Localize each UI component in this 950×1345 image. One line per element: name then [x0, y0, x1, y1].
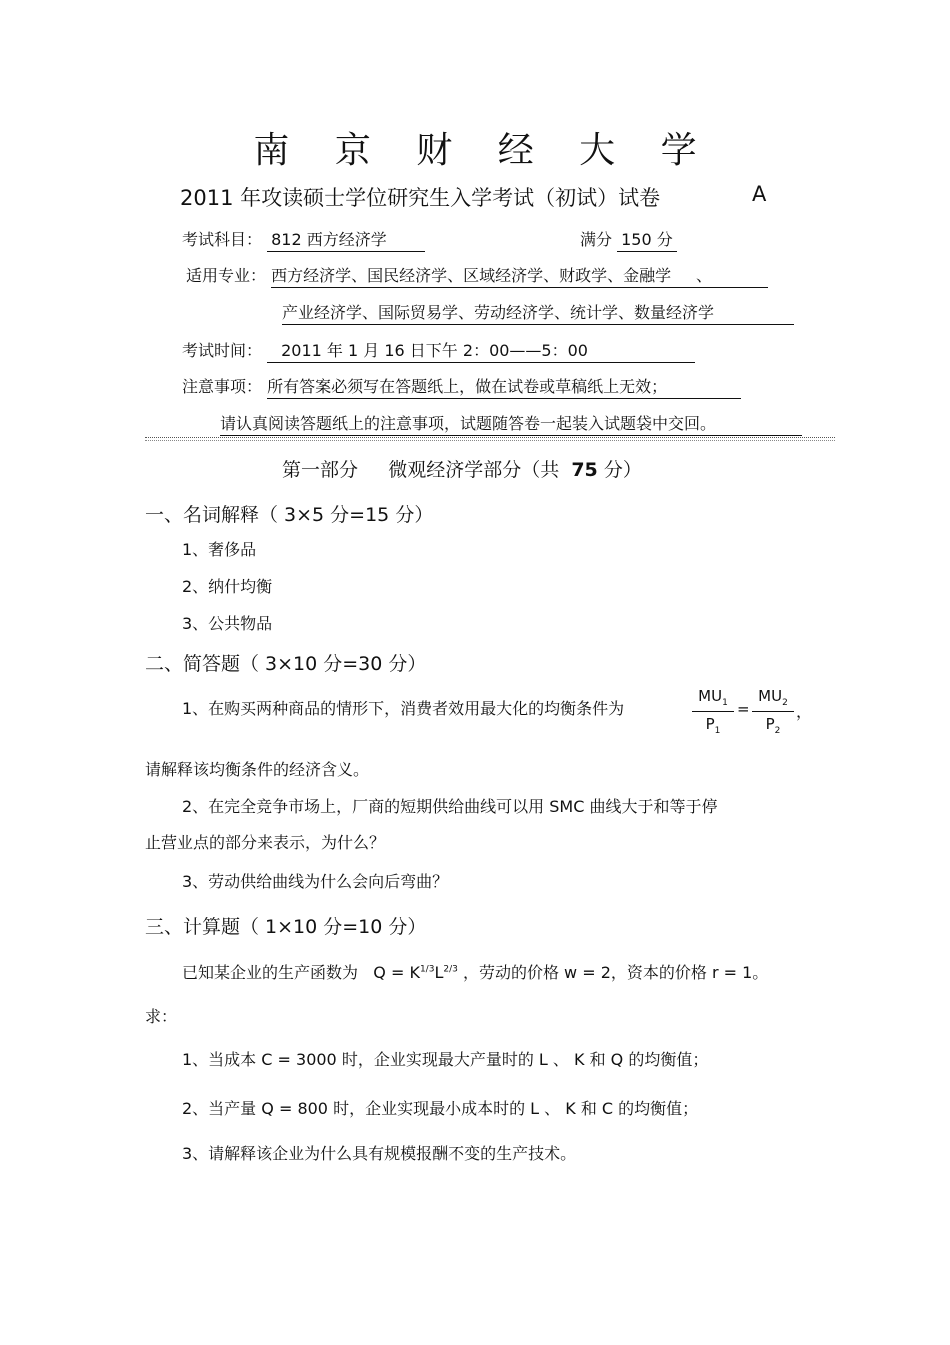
score-label: 满分: [580, 230, 613, 249]
formula-fraction-2: [752, 687, 794, 736]
section3-item-2: 2、当产量 Q = 800 时，企业实现最小成本时的 L 、 K 和 C 的均衡值；: [182, 1099, 699, 1118]
majors-row-2: [282, 300, 794, 325]
formula-fraction-1: [692, 687, 734, 736]
notes-line-2: 请认真阅读答题纸上的注意事项，试题随答卷一起装入试题袋中交回。: [220, 411, 802, 436]
pf-exp2: 2/3: [443, 964, 458, 975]
part1-suffix: 分）: [603, 459, 642, 481]
section3-intro-post: ，劳动的价格 w = 2，资本的价格 r = 1。: [462, 963, 769, 982]
subject-label: 考试科目：: [182, 230, 263, 249]
section3-item-1: 1、当成本 C = 3000 时，企业实现最大产量时的 L 、 K 和 Q 的均衡值；: [182, 1050, 709, 1069]
header-divider: [145, 437, 835, 438]
section2-q2-line1: 2、在完全竞争市场上，厂商的短期供给曲线可以用 SMC 曲线大于和等于停: [182, 797, 718, 816]
section2-q1: 1、在购买两种商品的情形下，消费者效用最大化的均衡条件为: [182, 699, 625, 718]
section3-ask: 求：: [145, 1007, 178, 1026]
frac2-num-sub: 2: [782, 698, 788, 708]
part1-heading: [282, 455, 642, 482]
section2-q2-line2: 止营业点的部分来表示，为什么？: [145, 833, 386, 852]
time-row: [182, 338, 695, 363]
formula-tail: ，: [796, 702, 813, 721]
section1-heading: 一、名词解释（ 3×5 分=15 分）: [145, 504, 434, 526]
production-function: [373, 963, 458, 982]
section1-item-2: 2、纳什均衡: [182, 577, 273, 596]
section1-item-3: 3、公共物品: [182, 614, 273, 633]
pf-q: Q = K: [373, 963, 420, 982]
subject-value: 812 西方经济学: [267, 227, 425, 252]
section1-item-1: 1、奢侈品: [182, 540, 257, 559]
score-row: [580, 227, 677, 252]
majors-row-1: [186, 263, 768, 288]
pf-exp1: 1/3: [419, 964, 435, 975]
section2-heading: 二、简答题（ 3×10 分=30 分）: [145, 653, 427, 675]
time-label: 考试时间：: [182, 341, 263, 360]
part1-mid: 微观经济学部分（共: [388, 459, 560, 481]
time-value: 2011 年 1 月 16 日下午 2：00——5：00: [267, 338, 695, 363]
majors-line-1-tail: 、: [696, 266, 713, 285]
section2-q3: 3、劳动供给曲线为什么会向后弯曲？: [182, 872, 449, 891]
frac1-den-sub: 1: [714, 726, 721, 736]
section3-item-3: 3、请解释该企业为什么具有规模报酬不变的生产技术。: [182, 1144, 577, 1163]
majors-line-1-text: 西方经济学、国民经济学、区域经济学、财政学、金融学: [271, 266, 672, 285]
formula-equals: =: [737, 700, 750, 718]
section3-intro: [182, 963, 768, 982]
university-title: 南 京 财 经 大 学: [253, 130, 714, 171]
notes-label: 注意事项：: [182, 377, 263, 396]
frac1-num-sub: 1: [722, 698, 728, 708]
section3-intro-pre: 已知某企业的生产函数为: [182, 963, 359, 982]
header-divider-2: [145, 440, 835, 441]
frac1-den: P: [705, 715, 715, 733]
majors-line-1: [271, 263, 768, 288]
paper-variant: A: [752, 182, 767, 206]
section2-q1-cont: 请解释该均衡条件的经济含义。: [145, 760, 370, 779]
frac2-num: MU: [758, 687, 783, 705]
notes-row-1: [182, 374, 741, 399]
part1-prefix: 第一部分: [282, 459, 359, 481]
score-value: 150 分: [617, 227, 677, 252]
majors-line-2: 产业经济学、国际贸易学、劳动经济学、统计学、数量经济学: [282, 300, 794, 325]
notes-line-1: 所有答案必须写在答题纸上，做在试卷或草稿纸上无效；: [267, 374, 741, 399]
frac2-den: P: [765, 715, 775, 733]
notes-row-2: [220, 411, 802, 436]
frac1-num: MU: [698, 687, 723, 705]
majors-label: 适用专业：: [186, 266, 267, 285]
pf-l: L: [434, 963, 444, 982]
exam-subtitle: 2011 年攻读硕士学位研究生入学考试（初试）试卷: [180, 186, 661, 210]
frac2-den-sub: 2: [774, 726, 781, 736]
part1-score: 75: [571, 459, 598, 481]
subject-row: [182, 227, 425, 252]
section3-heading: 三、计算题（ 1×10 分=10 分）: [145, 916, 427, 938]
